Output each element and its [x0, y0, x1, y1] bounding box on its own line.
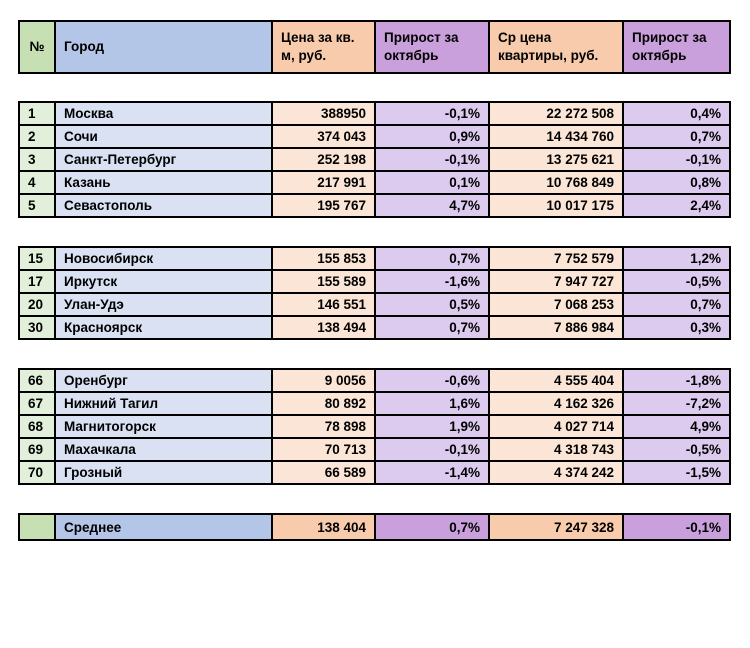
avg-apartment-price-cell: 7 068 253 [489, 293, 623, 316]
avg-growth-october-cell: -1,8% [623, 369, 730, 392]
avg-apartment-price-cell: 10 017 175 [489, 194, 623, 217]
header-table [18, 20, 731, 74]
avg-growth-october-cell: -7,2% [623, 392, 730, 415]
growth-october-cell: 0,7% [375, 247, 489, 270]
table-row [19, 194, 730, 217]
city-cell: Магнитогорск [55, 415, 272, 438]
rank-cell: 5 [19, 194, 55, 217]
price-per-sqm-cell: 138 494 [272, 316, 375, 339]
summary-avg-apartment-price-cell: 7 247 328 [489, 514, 623, 540]
header-avg-apartment-price: Ср цена квартиры, руб. [489, 21, 623, 73]
growth-october-cell: 4,7% [375, 194, 489, 217]
growth-october-cell: -0,1% [375, 438, 489, 461]
growth-october-cell: 0,9% [375, 125, 489, 148]
table-row [19, 247, 730, 270]
avg-apartment-price-cell: 4 162 326 [489, 392, 623, 415]
growth-october-cell: -0,1% [375, 148, 489, 171]
table-row [19, 369, 730, 392]
table-row [19, 293, 730, 316]
avg-growth-october-cell: 4,9% [623, 415, 730, 438]
price-per-sqm-cell: 9 0056 [272, 369, 375, 392]
growth-october-cell: 1,6% [375, 392, 489, 415]
summary-price-per-sqm-cell: 138 404 [272, 514, 375, 540]
rank-cell: 68 [19, 415, 55, 438]
price-per-sqm-cell: 155 589 [272, 270, 375, 293]
growth-october-cell: 1,9% [375, 415, 489, 438]
price-per-sqm-cell: 155 853 [272, 247, 375, 270]
header-row [19, 21, 730, 73]
avg-growth-october-cell: 1,2% [623, 247, 730, 270]
growth-october-cell: -0,6% [375, 369, 489, 392]
avg-growth-october-cell: 0,8% [623, 171, 730, 194]
price-per-sqm-cell: 252 198 [272, 148, 375, 171]
price-per-sqm-cell: 195 767 [272, 194, 375, 217]
table-row [19, 415, 730, 438]
table-row [19, 171, 730, 194]
rank-cell: 69 [19, 438, 55, 461]
avg-growth-october-cell: 0,7% [623, 125, 730, 148]
price-per-sqm-cell: 70 713 [272, 438, 375, 461]
growth-october-cell: -0,1% [375, 102, 489, 125]
avg-growth-october-cell: -0,1% [623, 148, 730, 171]
avg-apartment-price-cell: 14 434 760 [489, 125, 623, 148]
table-row [19, 392, 730, 415]
avg-growth-october-cell: 0,7% [623, 293, 730, 316]
avg-growth-october-cell: -0,5% [623, 270, 730, 293]
top-cities-block [18, 101, 731, 218]
city-cell: Иркутск [55, 270, 272, 293]
city-cell: Красноярск [55, 316, 272, 339]
city-cell: Улан-Удэ [55, 293, 272, 316]
rank-cell: 20 [19, 293, 55, 316]
rank-cell: 30 [19, 316, 55, 339]
price-per-sqm-cell: 146 551 [272, 293, 375, 316]
city-cell: Махачкала [55, 438, 272, 461]
avg-apartment-price-cell: 4 374 242 [489, 461, 623, 484]
avg-apartment-price-cell: 4 318 743 [489, 438, 623, 461]
avg-growth-october-cell: 0,3% [623, 316, 730, 339]
summary-table [18, 513, 731, 541]
avg-apartment-price-cell: 10 768 849 [489, 171, 623, 194]
city-cell: Нижний Тагил [55, 392, 272, 415]
avg-apartment-price-cell: 7 752 579 [489, 247, 623, 270]
mid-cities-block [18, 246, 731, 340]
price-per-sqm-cell: 66 589 [272, 461, 375, 484]
table-row [19, 270, 730, 293]
summary-row [19, 514, 730, 540]
price-per-sqm-cell: 80 892 [272, 392, 375, 415]
rank-cell: 15 [19, 247, 55, 270]
summary-avg-growth-october-cell: -0,1% [623, 514, 730, 540]
rank-cell: 67 [19, 392, 55, 415]
growth-october-cell: -1,4% [375, 461, 489, 484]
header-growth-october-1: Прирост за октябрь [375, 21, 489, 73]
header-rank: № [19, 21, 55, 73]
avg-apartment-price-cell: 7 947 727 [489, 270, 623, 293]
avg-growth-october-cell: 0,4% [623, 102, 730, 125]
header-city: Город [55, 21, 272, 73]
summary-rank-cell [19, 514, 55, 540]
avg-growth-october-cell: 2,4% [623, 194, 730, 217]
table-row [19, 438, 730, 461]
header-growth-october-2: Прирост за октябрь [623, 21, 730, 73]
avg-growth-october-cell: -0,5% [623, 438, 730, 461]
bottom-cities-block [18, 368, 731, 485]
city-cell: Казань [55, 171, 272, 194]
avg-apartment-price-cell: 22 272 508 [489, 102, 623, 125]
rank-cell: 4 [19, 171, 55, 194]
summary-city-cell: Среднее [55, 514, 272, 540]
table-row [19, 461, 730, 484]
table-row [19, 102, 730, 125]
header-price-per-sqm: Цена за кв. м, руб. [272, 21, 375, 73]
avg-apartment-price-cell: 4 555 404 [489, 369, 623, 392]
rank-cell: 2 [19, 125, 55, 148]
table-row [19, 316, 730, 339]
avg-growth-october-cell: -1,5% [623, 461, 730, 484]
city-cell: Грозный [55, 461, 272, 484]
city-cell: Новосибирск [55, 247, 272, 270]
rank-cell: 3 [19, 148, 55, 171]
summary-growth-october-cell: 0,7% [375, 514, 489, 540]
price-per-sqm-cell: 78 898 [272, 415, 375, 438]
growth-october-cell: 0,5% [375, 293, 489, 316]
city-cell: Оренбург [55, 369, 272, 392]
rank-cell: 17 [19, 270, 55, 293]
growth-october-cell: 0,1% [375, 171, 489, 194]
price-per-sqm-cell: 388950 [272, 102, 375, 125]
growth-october-cell: -1,6% [375, 270, 489, 293]
avg-apartment-price-cell: 7 886 984 [489, 316, 623, 339]
city-cell: Москва [55, 102, 272, 125]
rank-cell: 66 [19, 369, 55, 392]
city-cell: Сочи [55, 125, 272, 148]
city-cell: Севастополь [55, 194, 272, 217]
table-row [19, 148, 730, 171]
rank-cell: 70 [19, 461, 55, 484]
avg-apartment-price-cell: 13 275 621 [489, 148, 623, 171]
avg-apartment-price-cell: 4 027 714 [489, 415, 623, 438]
rank-cell: 1 [19, 102, 55, 125]
price-per-sqm-cell: 374 043 [272, 125, 375, 148]
growth-october-cell: 0,7% [375, 316, 489, 339]
table-row [19, 125, 730, 148]
price-per-sqm-cell: 217 991 [272, 171, 375, 194]
city-cell: Санкт-Петербург [55, 148, 272, 171]
